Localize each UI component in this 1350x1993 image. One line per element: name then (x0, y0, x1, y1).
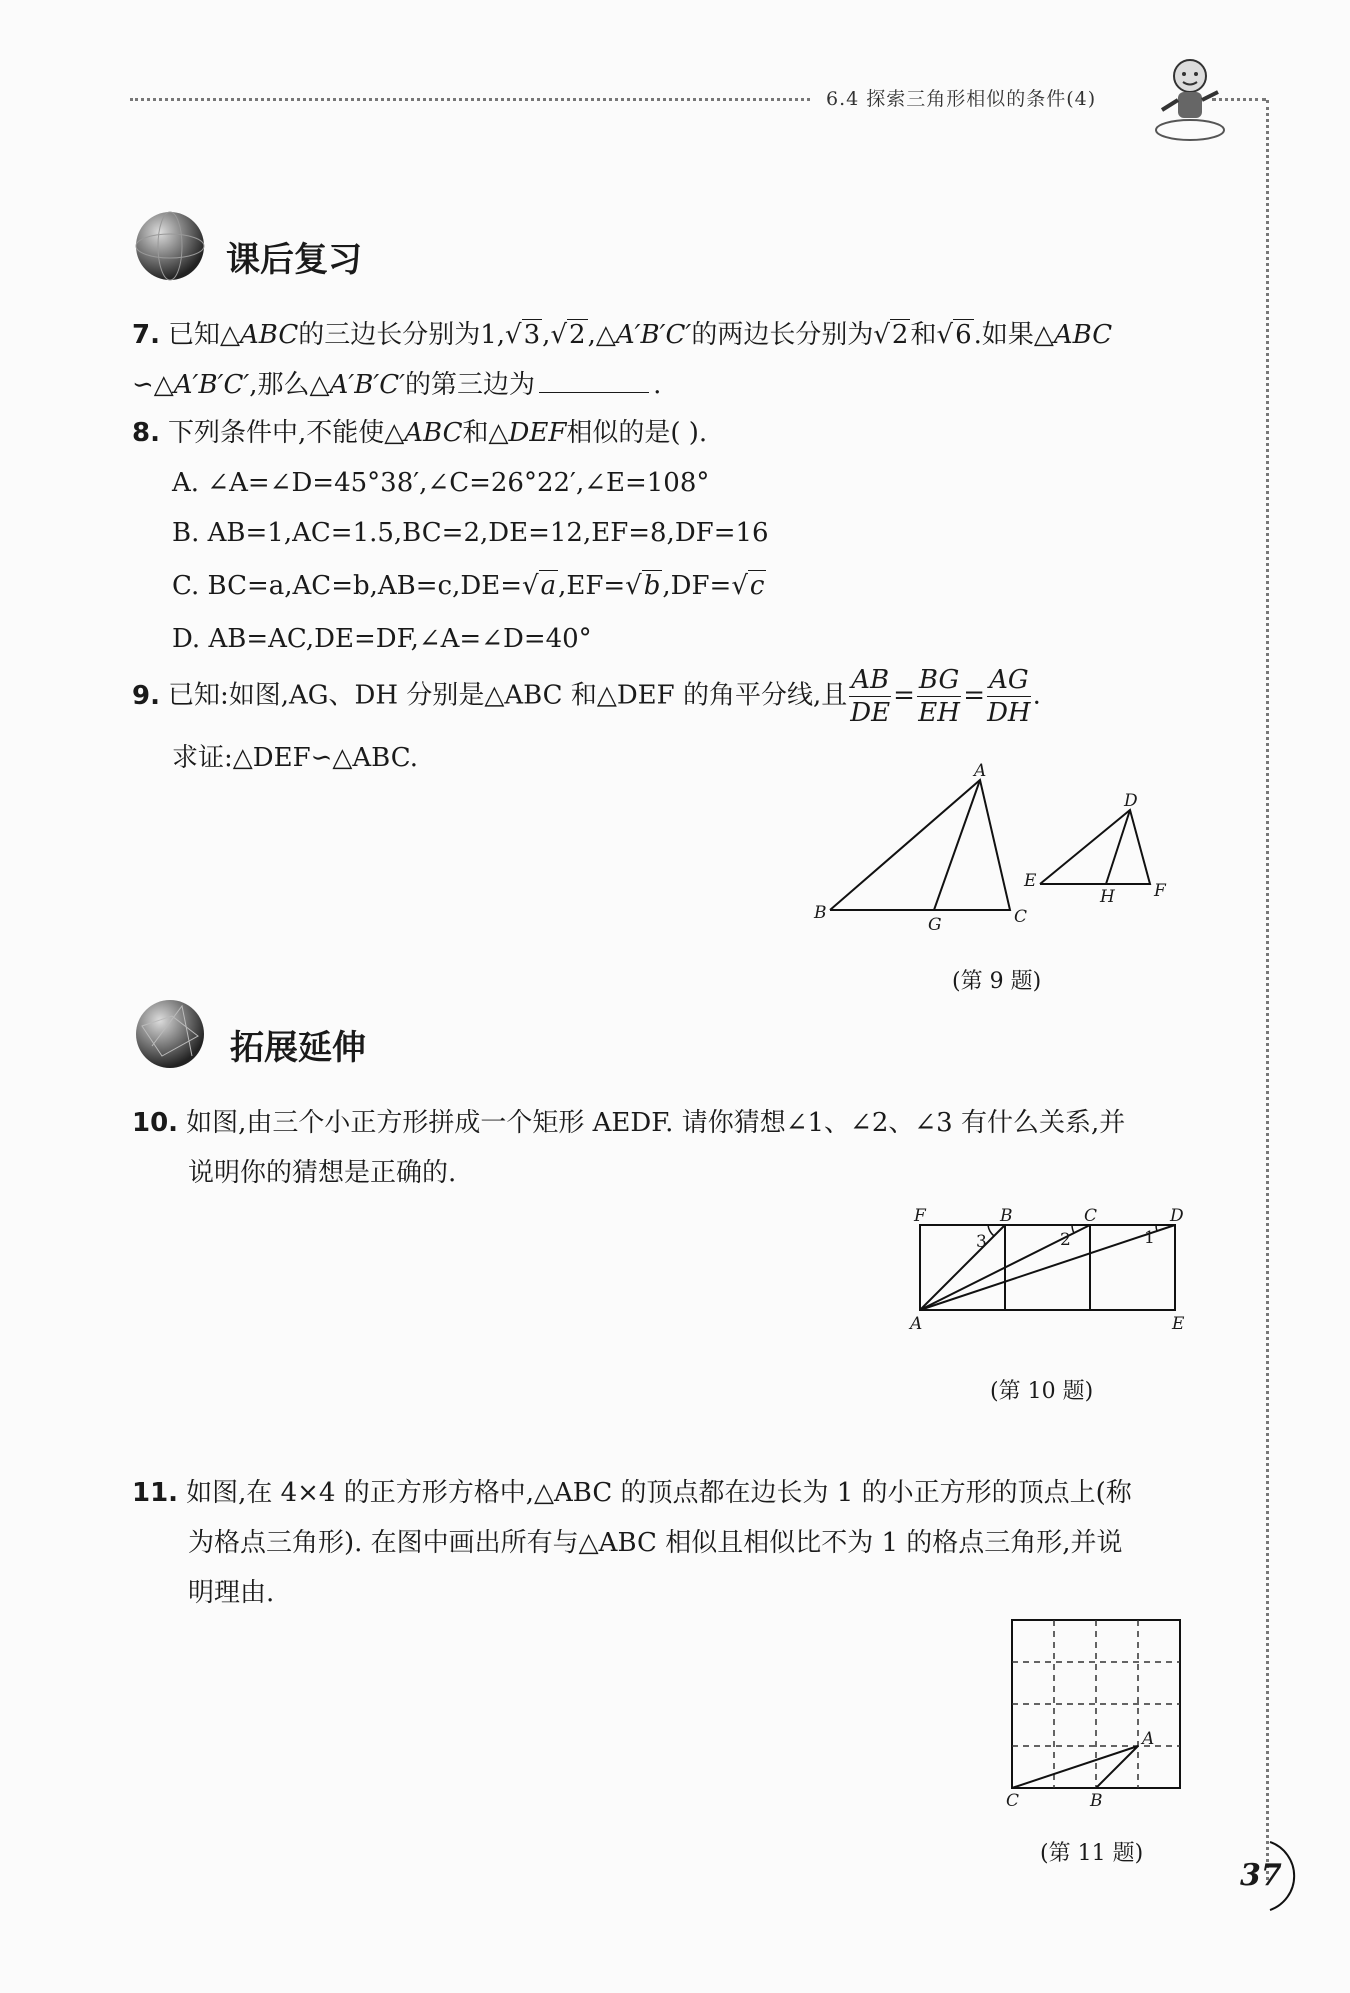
prove-statement: 求证:△DEF∽△ABC. (172, 743, 418, 773)
section-title-extend: 拓展延伸 (230, 1028, 366, 1068)
text: 和 (910, 320, 937, 350)
text: . (1032, 680, 1041, 711)
text: 的第三边为 (405, 370, 536, 400)
caption-figure-10: (第 10 题) (990, 1379, 1094, 1404)
text: 的两边长分别为 (691, 320, 874, 350)
option-c[interactable]: C. BC=a,AC=b,AB=c,DE=√a,EF=√b,DF=√c (172, 571, 765, 601)
label-C: C (1006, 1791, 1020, 1810)
figure-11-grid (1000, 1610, 1200, 1810)
label-A: A (974, 761, 987, 781)
question-number: 9. (132, 680, 160, 711)
question-number: 8. (132, 418, 160, 448)
label-F: F (914, 1206, 926, 1226)
caption-figure-9: (第 9 题) (952, 969, 1042, 994)
text: = (893, 680, 915, 711)
text: 的三边长分别为1, (298, 320, 506, 350)
math: ABC (404, 418, 463, 448)
sphere-icon (132, 996, 208, 1072)
radicand: 2 (891, 320, 909, 350)
text: ,EF= (558, 571, 626, 601)
math: A′B′C′ (615, 320, 692, 350)
text: . (653, 370, 662, 400)
figure-10 (900, 1205, 1200, 1355)
question-7: 7. 已知△ABC的三边长分别为1,√3,√2,△A′B′C′的两边长分别为√2和√6.如果△ABC ∽△A′B′C′,那么△A′B′C′的第三边为 . (132, 320, 1113, 400)
angle-3-label: 3 (976, 1232, 987, 1252)
mascot-icon (1150, 52, 1230, 147)
text: 和△ (462, 418, 509, 448)
sphere-icon (132, 208, 208, 284)
angle-1-label: 1 (1144, 1228, 1155, 1248)
math: A′B′C′ (329, 370, 406, 400)
question-number: 7. (132, 320, 160, 350)
label-H: H (1100, 887, 1115, 907)
fraction: $\frac{BG}{EH}$ (918, 665, 960, 728)
math: ABC (239, 320, 299, 350)
text: ,那么△ (249, 370, 330, 400)
text: 已知△ (167, 320, 240, 350)
question-number: 11. (132, 1478, 179, 1508)
figure-9 (810, 760, 1190, 940)
label-E: E (1172, 1314, 1185, 1334)
text: ,DF= (662, 571, 732, 601)
radicand: 6 (955, 320, 972, 350)
text: , (542, 320, 551, 350)
answer-blank[interactable] (539, 392, 649, 393)
radicand: c (749, 571, 765, 601)
option-d[interactable]: D. AB=AC,DE=DF,∠A=∠D=40° (172, 624, 592, 654)
question-8 (132, 408, 1242, 664)
question-11 (132, 1468, 1252, 1618)
text: 下列条件中,不能使△ (167, 418, 405, 448)
question-number: 10. (132, 1108, 179, 1138)
caption-figure-11: (第 11 题) (1040, 1841, 1144, 1866)
radicand: 2 (569, 320, 586, 350)
section-title-review: 课后复习 (226, 240, 362, 280)
option-a[interactable]: A. ∠A=∠D=45°38′,∠C=26°22′,∠E=108° (172, 468, 710, 498)
text: .如果△ (973, 320, 1054, 350)
header-title: 6.4 探索三角形相似的条件(4) (826, 88, 1097, 110)
label-B: B (814, 903, 827, 923)
radicand: b (643, 571, 661, 601)
label-D: D (1124, 791, 1138, 811)
option-b[interactable]: B. AB=1,AC=1.5,BC=2,DE=12,EF=8,DF=16 (172, 518, 769, 548)
question-10 (132, 1098, 1252, 1198)
label-C: C (1014, 907, 1028, 927)
text: ,△ (587, 320, 616, 350)
label-B: B (1000, 1206, 1013, 1226)
text: 明理由. (188, 1578, 275, 1608)
text: 已知:如图,AG、DH 分别是△ABC 和△DEF 的角平分线,且 (167, 680, 848, 711)
fraction: $\frac{AB}{DE}$ (850, 665, 891, 728)
label-F: F (1154, 881, 1166, 901)
math: ABC (1053, 320, 1113, 350)
text: 说明你的猜想是正确的. (188, 1158, 457, 1188)
text: 为格点三角形). 在图中画出所有与△ABC 相似且相似比不为 1 的格点三角形,并说 (188, 1528, 1123, 1558)
text: 如图,在 4×4 的正方形方格中,△ABC 的顶点都在边长为 1 的小正方形的顶点上(称 (186, 1478, 1132, 1508)
label-E: E (1024, 871, 1037, 891)
math: DEF (508, 418, 567, 448)
label-C: C (1084, 1206, 1098, 1226)
text: = (963, 680, 986, 711)
label-D: D (1170, 1206, 1184, 1226)
label-A: A (1142, 1729, 1155, 1749)
header-dotted-rule (130, 98, 810, 101)
radicand: a (540, 571, 557, 601)
text: 相似的是( ). (566, 418, 708, 448)
label-B: B (1090, 1791, 1103, 1810)
page-dotted-border (1266, 100, 1269, 1880)
page-number: 37 (1240, 1858, 1282, 1893)
math: A′B′C′ (173, 370, 250, 400)
text: C. BC=a,AC=b,AB=c,DE= (172, 571, 522, 601)
radicand: 3 (523, 320, 541, 350)
label-G: G (928, 915, 942, 935)
text: ∽△ (132, 370, 174, 400)
text: 如图,由三个小正方形拼成一个矩形 AEDF. 请你猜想∠1、∠2、∠3 有什么关系,并 (186, 1108, 1126, 1138)
angle-2-label: 2 (1060, 1230, 1071, 1250)
label-A: A (910, 1314, 923, 1334)
fraction: $\frac{AG}{DH}$ (987, 665, 1031, 728)
